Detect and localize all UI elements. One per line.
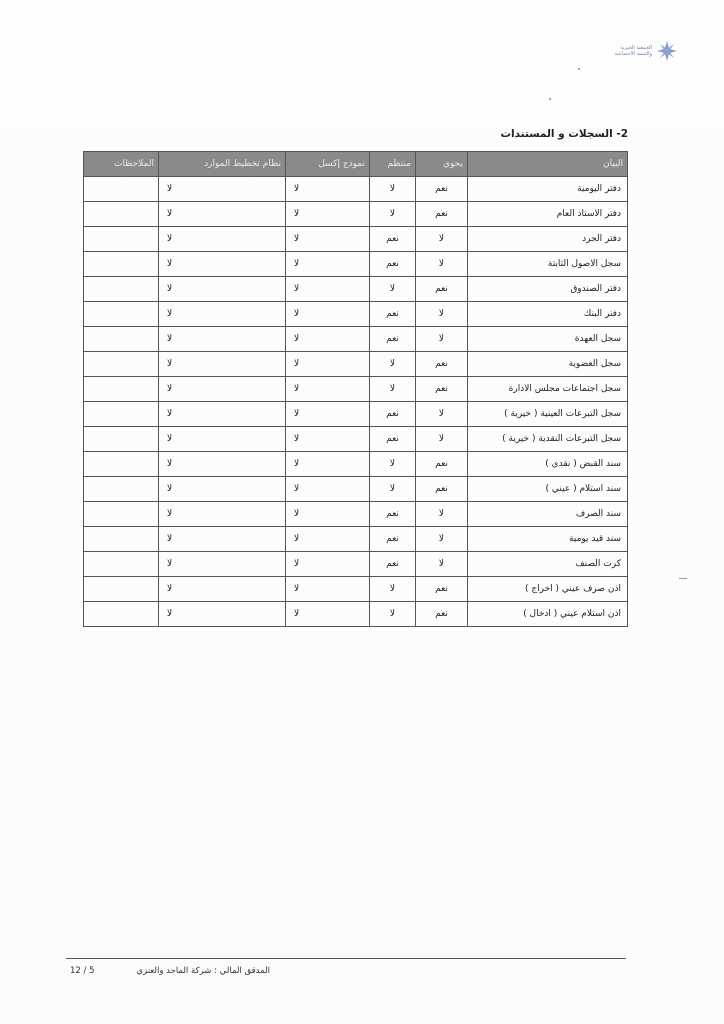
cell-contains: لا — [416, 302, 468, 327]
table-row — [84, 327, 628, 352]
cell-notes — [84, 552, 159, 577]
cell-excel: لا — [286, 227, 370, 252]
cell-erp: لا — [159, 552, 286, 577]
cell-regular: لا — [370, 452, 416, 477]
cell-erp: لا — [159, 227, 286, 252]
table-row — [84, 502, 628, 527]
cell-contains: لا — [416, 402, 468, 427]
table-row — [84, 602, 628, 627]
cell-regular: نعم — [370, 502, 416, 527]
cell-regular: نعم — [370, 552, 416, 577]
footer-auditor: المدقق المالي : شركة الماجد والعنزي — [136, 966, 270, 976]
cell-notes — [84, 252, 159, 277]
cell-item: دفتر الصندوق — [468, 277, 628, 302]
cell-notes — [84, 277, 159, 302]
table-header-row — [84, 152, 628, 177]
star-logo-icon — [656, 40, 678, 62]
cell-contains: نعم — [416, 452, 468, 477]
table-row — [84, 302, 628, 327]
table-row — [84, 527, 628, 552]
cell-erp: لا — [159, 477, 286, 502]
cell-item: سجل الاصول الثابتة — [468, 252, 628, 277]
records-table — [83, 151, 628, 627]
cell-contains: نعم — [416, 202, 468, 227]
cell-contains: نعم — [416, 177, 468, 202]
cell-notes — [84, 502, 159, 527]
table-row — [84, 277, 628, 302]
table-row — [84, 452, 628, 477]
table-row — [84, 402, 628, 427]
cell-regular: نعم — [370, 302, 416, 327]
cell-item: دفتر اليومية — [468, 177, 628, 202]
cell-excel: لا — [286, 327, 370, 352]
cell-erp: لا — [159, 402, 286, 427]
cell-excel: لا — [286, 602, 370, 627]
cell-notes — [84, 202, 159, 227]
cell-notes — [84, 177, 159, 202]
cell-regular: لا — [370, 177, 416, 202]
cell-notes — [84, 602, 159, 627]
scan-speck — [549, 98, 551, 100]
cell-notes — [84, 302, 159, 327]
cell-contains: نعم — [416, 477, 468, 502]
cell-regular: لا — [370, 477, 416, 502]
cell-contains: لا — [416, 552, 468, 577]
cell-item: دفتر البنك — [468, 302, 628, 327]
cell-contains: لا — [416, 327, 468, 352]
cell-excel: لا — [286, 352, 370, 377]
cell-erp: لا — [159, 377, 286, 402]
column-header-erp: نظام تخطيط الموارد — [159, 152, 286, 177]
cell-excel: لا — [286, 177, 370, 202]
cell-item: دفتر الجرد — [468, 227, 628, 252]
cell-notes — [84, 477, 159, 502]
cell-erp: لا — [159, 427, 286, 452]
cell-excel: لا — [286, 377, 370, 402]
cell-contains: لا — [416, 227, 468, 252]
cell-notes — [84, 327, 159, 352]
footer-divider — [66, 958, 626, 959]
cell-excel: لا — [286, 277, 370, 302]
cell-regular: نعم — [370, 252, 416, 277]
cell-item: سند القبض ( نقدي ) — [468, 452, 628, 477]
cell-item: اذن صرف عيني ( اخراج ) — [468, 577, 628, 602]
cell-contains: لا — [416, 527, 468, 552]
cell-excel: لا — [286, 527, 370, 552]
column-header-excel: نموذج إكسل — [286, 152, 370, 177]
cell-contains: نعم — [416, 377, 468, 402]
scan-speck — [578, 68, 580, 70]
cell-regular: لا — [370, 577, 416, 602]
cell-contains: نعم — [416, 577, 468, 602]
cell-regular: لا — [370, 377, 416, 402]
cell-regular: لا — [370, 202, 416, 227]
column-header-notes: الملاحظات — [84, 152, 159, 177]
cell-erp: لا — [159, 277, 286, 302]
table-row — [84, 427, 628, 452]
cell-item: سند الصرف — [468, 502, 628, 527]
table-row — [84, 352, 628, 377]
cell-item: سجل التبرعات النقدية ( خيرية ) — [468, 427, 628, 452]
cell-excel: لا — [286, 427, 370, 452]
section-title: 2- السجلات و المستندات — [500, 128, 628, 140]
cell-contains: نعم — [416, 602, 468, 627]
cell-erp: لا — [159, 177, 286, 202]
cell-regular: نعم — [370, 327, 416, 352]
cell-erp: لا — [159, 502, 286, 527]
cell-item: سجل اجتماعات مجلس الادارة — [468, 377, 628, 402]
cell-excel: لا — [286, 477, 370, 502]
cell-notes — [84, 227, 159, 252]
cell-erp: لا — [159, 452, 286, 477]
cell-regular: نعم — [370, 427, 416, 452]
page-number: 5 / 12 — [70, 966, 95, 976]
organization-logo — [608, 38, 678, 64]
table-row — [84, 252, 628, 277]
cell-excel: لا — [286, 577, 370, 602]
cell-item: دفتر الاستاذ العام — [468, 202, 628, 227]
table-row — [84, 202, 628, 227]
cell-erp: لا — [159, 602, 286, 627]
cell-notes — [84, 527, 159, 552]
cell-item: سجل العضوية — [468, 352, 628, 377]
cell-item: سجل التبرعات العينية ( خيرية ) — [468, 402, 628, 427]
table-row — [84, 227, 628, 252]
cell-regular: لا — [370, 602, 416, 627]
cell-erp: لا — [159, 302, 286, 327]
cell-contains: نعم — [416, 277, 468, 302]
cell-notes — [84, 402, 159, 427]
cell-erp: لا — [159, 252, 286, 277]
logo-text: الجمعية الخيرية والتنمية الاجتماعية — [614, 45, 652, 57]
cell-erp: لا — [159, 527, 286, 552]
cell-item: كرت الصنف — [468, 552, 628, 577]
cell-erp: لا — [159, 577, 286, 602]
cell-regular: نعم — [370, 227, 416, 252]
cell-contains: لا — [416, 252, 468, 277]
cell-contains: لا — [416, 502, 468, 527]
table-row — [84, 377, 628, 402]
cell-notes — [84, 352, 159, 377]
cell-erp: لا — [159, 202, 286, 227]
cell-notes — [84, 427, 159, 452]
cell-item: اذن استلام عيني ( ادخال ) — [468, 602, 628, 627]
cell-erp: لا — [159, 327, 286, 352]
cell-excel: لا — [286, 552, 370, 577]
table-row — [84, 177, 628, 202]
table-row — [84, 552, 628, 577]
cell-excel: لا — [286, 452, 370, 477]
table-row — [84, 577, 628, 602]
cell-contains: لا — [416, 427, 468, 452]
cell-notes — [84, 452, 159, 477]
cell-notes — [84, 577, 159, 602]
scan-mark — [679, 578, 687, 579]
cell-item: سند استلام ( عيني ) — [468, 477, 628, 502]
cell-regular: نعم — [370, 527, 416, 552]
cell-regular: نعم — [370, 402, 416, 427]
cell-contains: نعم — [416, 352, 468, 377]
cell-item: سند قيد يومية — [468, 527, 628, 552]
table-row — [84, 477, 628, 502]
cell-regular: لا — [370, 352, 416, 377]
cell-excel: لا — [286, 502, 370, 527]
column-header-regular: منتظم — [370, 152, 416, 177]
cell-notes — [84, 377, 159, 402]
cell-excel: لا — [286, 252, 370, 277]
cell-excel: لا — [286, 302, 370, 327]
cell-erp: لا — [159, 352, 286, 377]
cell-excel: لا — [286, 402, 370, 427]
column-header-item: البيان — [468, 152, 628, 177]
column-header-contains: يحوي — [416, 152, 468, 177]
cell-regular: لا — [370, 277, 416, 302]
cell-item: سجل العهدة — [468, 327, 628, 352]
cell-excel: لا — [286, 202, 370, 227]
